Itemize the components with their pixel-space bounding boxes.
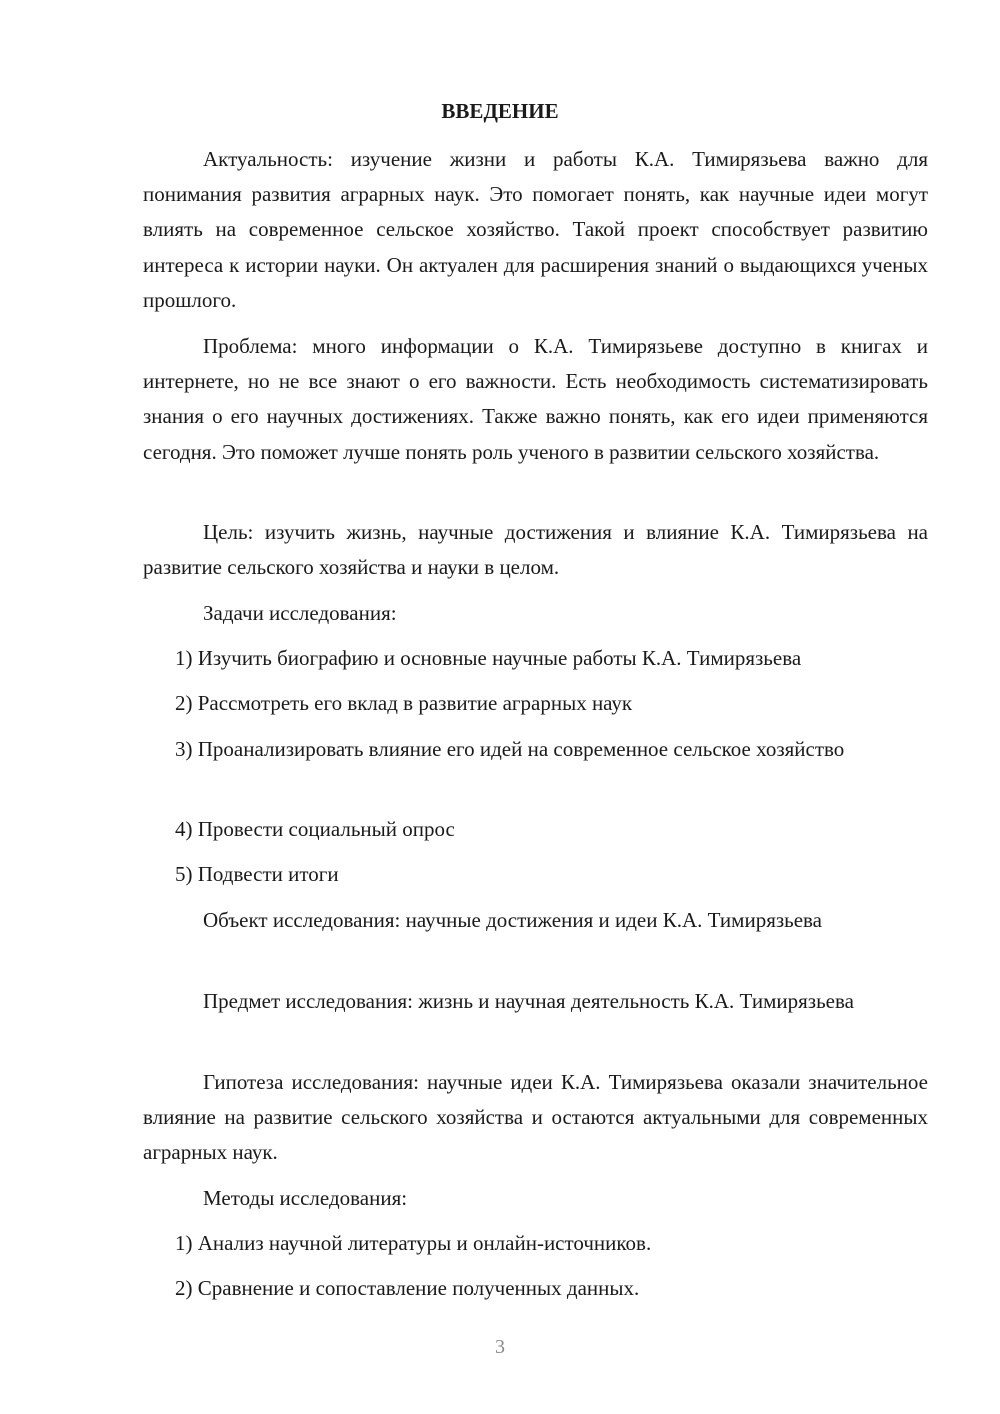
task-item-5: 5) Подвести итоги xyxy=(175,862,339,886)
method-item-1: 1) Анализ научной литературы и онлайн-источников. xyxy=(175,1231,652,1255)
page-title: ВВЕДЕНИЕ xyxy=(441,99,559,123)
task-item-4: 4) Провести социальный опрос xyxy=(175,817,455,841)
task-item-3: 3) Проанализировать влияние его идей на современное сельское хозяйство xyxy=(175,737,845,761)
paragraph-problem: Проблема: много информации о К.А. Тимирязьеве доступно в книгах и интернете, но не все знают о его важности. Есть необходимость систематизировать знания о его научных достижениях. Также важно понять, как его идеи применяются сегодня. Это поможет лучше понять роль ученого в развитии сельского хозяйства. xyxy=(143,334,928,464)
tasks-heading: Задачи исследования: xyxy=(203,601,397,625)
paragraph-goal: Цель: изучить жизнь, научные достижения и влияние К.А. Тимирязьева на развитие сельского хозяйства и науки в целом. xyxy=(143,520,928,580)
paragraph-relevance: Актуальность: изучение жизни и работы К.А. Тимирязьева важно для понимания развития аграрных наук. Это помогает понять, как научные идеи могут влиять на современное сельское хозяйство. Такой проект способствует развитию интереса к истории науки. Он актуален для расширения знаний о выдающихся ученых прошлого. xyxy=(143,147,928,312)
method-item-2: 2) Сравнение и сопоставление полученных данных. xyxy=(175,1276,640,1300)
page-number: 3 xyxy=(495,1336,505,1358)
paragraph-hypothesis: Гипотеза исследования: научные идеи К.А. Тимирязьева оказали значительное влияние на развитие сельского хозяйства и остаются актуальными для современных аграрных наук. xyxy=(143,1070,928,1165)
methods-heading: Методы исследования: xyxy=(203,1186,408,1210)
paragraph-object: Объект исследования: научные достижения и идеи К.А. Тимирязьева xyxy=(203,908,823,932)
task-item-1: 1) Изучить биографию и основные научные работы К.А. Тимирязьева xyxy=(175,646,802,670)
paragraph-subject: Предмет исследования: жизнь и научная деятельность К.А. Тимирязьева xyxy=(203,989,854,1013)
task-item-2: 2) Рассмотреть его вклад в развитие аграрных наук xyxy=(175,691,633,715)
